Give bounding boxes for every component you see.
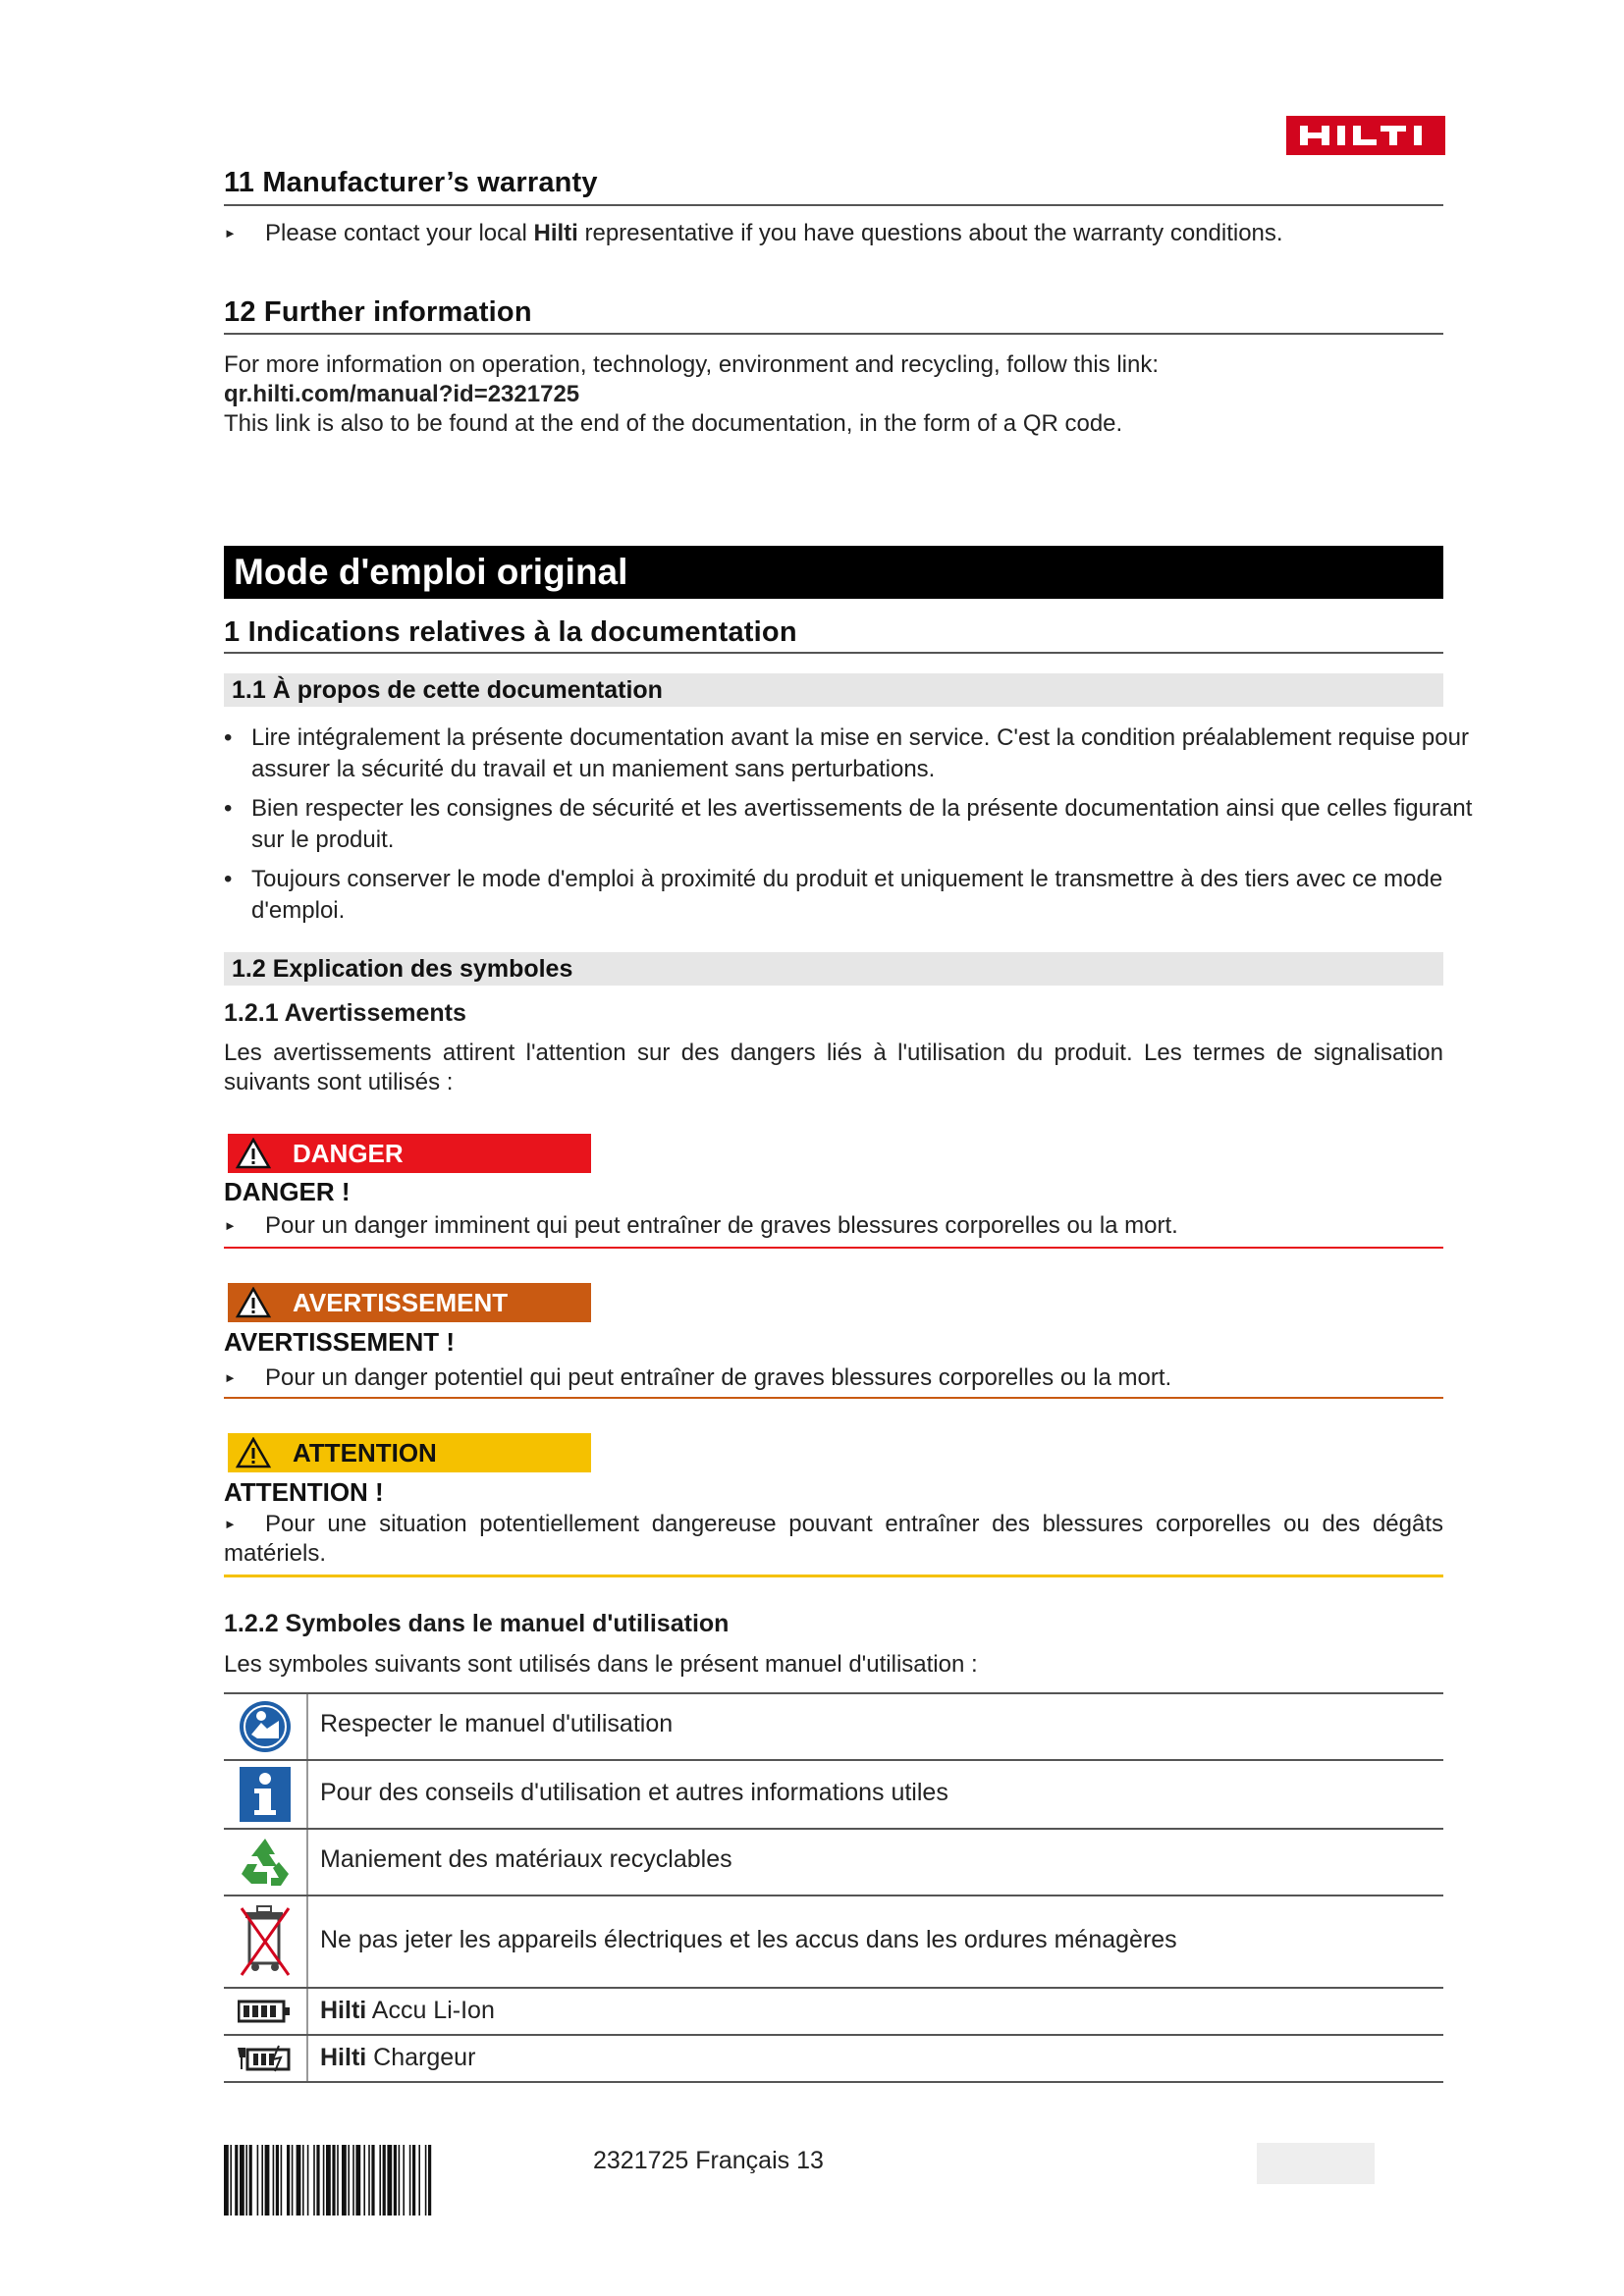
barcode-bar [224,2145,229,2216]
crossed-bin-icon [238,1902,293,1981]
section-1-1-bullets [224,722,1530,934]
mode-emploi-title-bar [224,546,1443,599]
attention-signal-label [228,1433,591,1472]
barcode-bar [292,2145,294,2216]
avertissement-description [224,1362,1171,1394]
symbol-text: Maniement des matériaux recyclables [320,1845,732,1873]
barcode-bar [245,2145,247,2216]
divider [224,204,1443,206]
barcode-graphic [224,2145,562,2216]
barcode-bar [287,2145,290,2216]
list-item-text: Bien respecter les consignes de sécurité et les avertissements de la présente documentation ainsi que celles figurant sur le produit. [251,795,1473,853]
icon-cell [224,2036,308,2081]
warning-triangle-icon [236,1437,271,1468]
table-row [224,1761,1443,1830]
barcode-bar [281,2145,283,2216]
barcode-bar [249,2145,252,2216]
icon-cell [224,1989,308,2034]
barcode-bar [265,2145,270,2216]
avertissement-label: AVERTISSEMENT [293,1288,509,1317]
barcode-bar [387,2145,392,2216]
hilti-logo-mark [1286,116,1445,155]
barcode-bar [348,2145,350,2216]
barcode-bar [425,2145,427,2216]
chapter-heading: 1 Indications relatives à la documentation [224,616,797,648]
danger-title: DANGER ! [224,1177,351,1206]
barcode-bar [363,2145,365,2216]
table-row [224,1896,1443,1989]
table-row [224,1694,1443,1761]
avertissement-underline [224,1397,1443,1399]
barcode-bar [403,2145,405,2216]
footer-page-info: 2321725 Français 13 [593,2147,824,2174]
section-1-2-bar [224,952,1443,986]
table-row [224,1989,1443,2036]
barcode-bar [394,2145,397,2216]
attention-description [224,1510,1443,1569]
list-item-text: Lire intégralement la présente documentation avant la mise en service. C'est la condition préalablement requise pour assurer la sécurité du travail et un maniement sans perturbations. [251,724,1469,782]
barcode [224,2145,562,2216]
attention-underline [224,1575,1443,1577]
warranty-text-end: representative if you have questions about the warranty conditions. [577,220,1283,246]
symbol-text: Chargeur [366,2044,476,2071]
recycle-icon [238,1835,293,1890]
footer-gray-box [1257,2143,1375,2184]
divider [224,652,1443,654]
barcode-bar [297,2145,301,2216]
symbol-description [320,2044,475,2072]
barcode-bar [261,2145,263,2216]
warranty-paragraph [224,218,1283,249]
icon-cell [224,1694,308,1759]
symbol-text: Accu Li-Ion [366,1997,495,2024]
barcode-bar [355,2145,360,2216]
table-row [224,2036,1443,2083]
barcode-bar [316,2145,319,2216]
symbol-description [320,1779,948,1807]
barcode-bar [323,2145,325,2216]
barcode-bar [337,2145,339,2216]
section-1-1-bar [224,673,1443,707]
barcode-bar [257,2145,259,2216]
barcode-bar [383,2145,386,2216]
triangle-bullet-icon: ► [224,1370,237,1385]
barcode-bar [412,2145,415,2216]
danger-signal-label [228,1134,591,1173]
danger-description [224,1210,1178,1242]
brand-bold: Hilti [320,1997,367,2024]
battery-icon [238,2000,291,2023]
list-item [224,722,1508,785]
brand-bold: Hilti [320,2044,367,2071]
warranty-heading: 11 Manufacturer’s warranty [224,167,598,198]
danger-label: DANGER [293,1139,404,1168]
mode-emploi-title: Mode d'emploi original [234,552,628,592]
barcode-bar [313,2145,315,2216]
barcode-bar [371,2145,374,2216]
avertissement-text: Pour un danger potentiel qui peut entraîner de graves blessures corporelles ou la mort. [265,1364,1172,1391]
icon-cell [224,1830,308,1895]
danger-underline [224,1247,1443,1249]
manual-link[interactable]: qr.hilti.com/manual?id=2321725 [224,381,580,407]
list-item [224,793,1498,856]
triangle-bullet-icon: ► [224,226,237,240]
warning-triangle-icon [236,1138,271,1169]
further-info-heading: 12 Further information [224,296,532,328]
barcode-bar [307,2145,309,2216]
warnings-intro: Les avertissements attirent l'attention sur des dangers liés à l'utilisation du produit. Les termes de signalisation suivants sont utilisés : [224,1040,1443,1095]
symbols-intro: Les symboles suivants sont utilisés dans le présent manuel d'utilisation : [224,1651,978,1678]
hilti-logo [1286,116,1445,155]
barcode-bar [342,2145,347,2216]
further-line: For more information on operation, technology, environment and recycling, follow this link: [224,351,1160,378]
barcode-bar [326,2145,331,2216]
barcode-bar [230,2145,232,2216]
attention-title: ATTENTION ! [224,1477,384,1507]
section-1-2-heading: 1.2 Explication des symboles [232,955,573,983]
barcode-bar [352,2145,354,2216]
barcode-bar [409,2145,411,2216]
symbol-description [320,1710,673,1738]
barcode-bar [332,2145,335,2216]
divider [224,333,1443,335]
charger-icon [236,2044,295,2073]
further-line: This link is also to be found at the end of the documentation, in the form of a QR code. [224,410,1123,437]
barcode-bar [428,2145,431,2216]
warning-triangle-icon [236,1287,271,1318]
barcode-bar [379,2145,381,2216]
avertissement-title: AVERTISSEMENT ! [224,1327,455,1357]
further-info-paragraph [224,349,1443,440]
attention-text: Pour une situation potentiellement dangereuse pouvant entraîner des blessures corporelles ou des dégâts matériels. [224,1511,1443,1567]
section-1-1-heading: 1.1 À propos de cette documentation [232,676,663,704]
list-item [224,864,1489,927]
icon-cell [224,1761,308,1828]
manual-icon [238,1699,293,1754]
info-icon [240,1767,291,1822]
symbol-description [320,1997,495,2025]
barcode-bar [240,2145,244,2216]
section-1-2-2-heading: 1.2.2 Symboles dans le manuel d'utilisation [224,1610,730,1637]
triangle-bullet-icon: ► [224,1218,237,1233]
barcode-bar [276,2145,279,2216]
section-1-2-1-heading: 1.2.1 Avertissements [224,999,466,1027]
barcode-bar [235,2145,238,2216]
barcode-bar [399,2145,401,2216]
symbol-description [320,1845,732,1874]
warranty-text: Please contact your local [265,220,534,246]
symbol-text: Ne pas jeter les appareils électriques et les accus dans les ordures ménagères [320,1926,1177,1953]
list-item-text: Toujours conserver le mode d'emploi à proximité du produit et uniquement le transmettre à des tiers avec ce mode d'emploi. [251,866,1443,924]
triangle-bullet-icon: ► [224,1517,237,1531]
table-row [224,1830,1443,1896]
symbol-text: Pour des conseils d'utilisation et autres informations utiles [320,1779,948,1806]
barcode-bar [273,2145,275,2216]
barcode-bar [368,2145,370,2216]
barcode-bar [302,2145,304,2216]
brand-bold: Hilti [533,220,578,246]
symbol-description [320,1926,1177,1954]
icon-cell [224,1896,308,1987]
barcode-bar [418,2145,420,2216]
symbol-text: Respecter le manuel d'utilisation [320,1710,674,1737]
avertissement-signal-label [228,1283,591,1322]
attention-label: ATTENTION [293,1438,437,1468]
danger-text: Pour un danger imminent qui peut entraîner de graves blessures corporelles ou la mort. [265,1212,1178,1239]
